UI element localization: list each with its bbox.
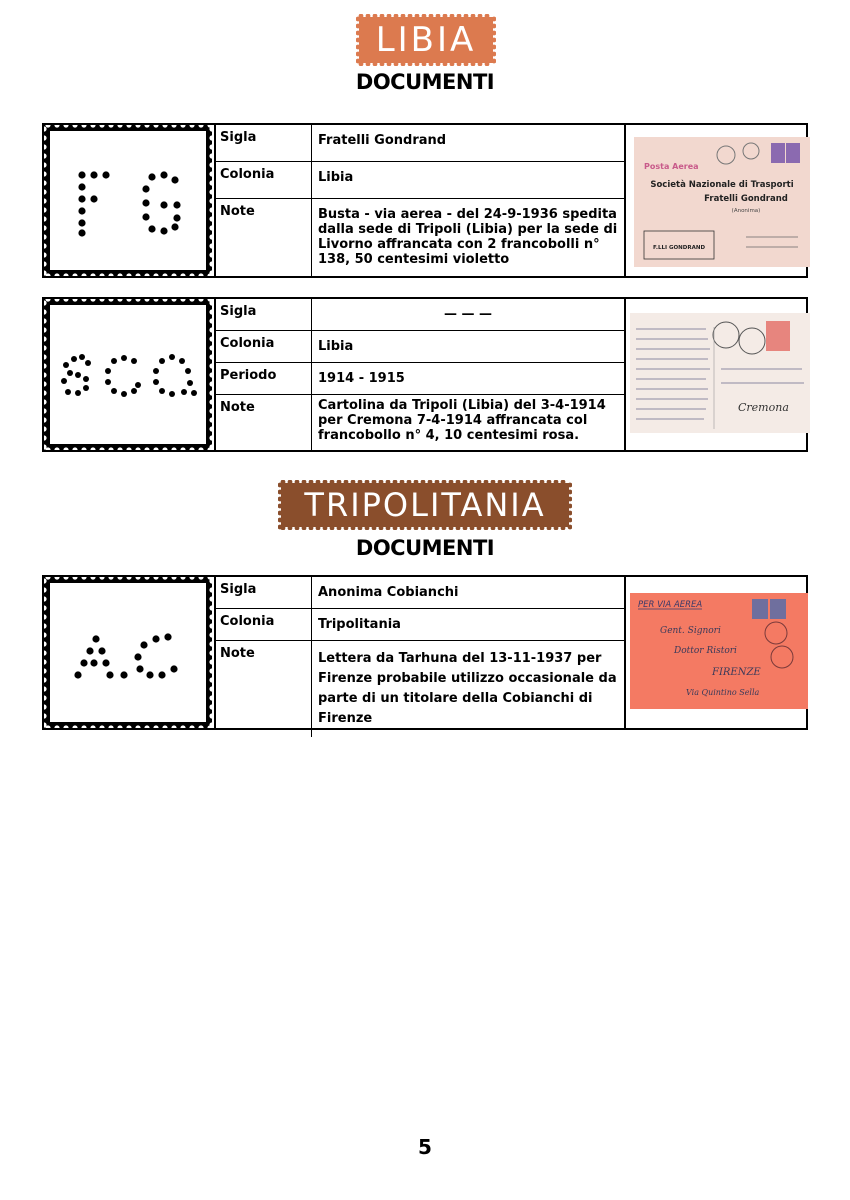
document-card-sco <box>42 297 808 452</box>
postcard-image-cremona <box>626 299 810 450</box>
row-colonia <box>216 162 624 199</box>
label-sigla: Sigla <box>216 299 312 330</box>
value-note: Lettera da Tarhuna del 13-11-1937 per Firenze probabile utilizzo occasionale da parte di un titolare della Cobianchi di Firenze <box>318 651 617 726</box>
tripolitania-title: TRIPOLITANIA <box>304 486 546 524</box>
envelope-company-line2: Fratelli Gondrand <box>704 194 788 204</box>
row-note <box>216 395 624 451</box>
row-note <box>216 199 624 276</box>
row-sigla <box>216 125 624 162</box>
tripolitania-title-banner <box>278 480 572 530</box>
value-periodo: 1914 - 1915 <box>318 371 405 386</box>
envelope-company-line3: (Anonima) <box>731 208 761 214</box>
label-note: Note <box>216 199 312 276</box>
label-colonia: Colonia <box>216 331 312 362</box>
page-number: 5 <box>418 1135 432 1159</box>
tripolitania-subtitle: DOCUMENTI <box>355 536 495 560</box>
envelope-addressee-line1: Gent. Signori <box>660 626 721 636</box>
perfin-sco-image <box>44 299 212 450</box>
envelope-city: FIRENZE <box>712 667 761 678</box>
perfin-stamp <box>44 299 216 450</box>
row-periodo <box>216 363 624 395</box>
label-periodo: Periodo <box>216 363 312 394</box>
libia-title-banner <box>356 14 496 66</box>
label-sigla: Sigla <box>216 125 312 161</box>
value-colonia: Libia <box>318 170 354 185</box>
envelope-company-line1: Società Nazionale di Trasporti <box>650 180 794 190</box>
document-photo <box>626 577 810 728</box>
envelope-street: Via Quintino Sella <box>686 688 760 697</box>
value-note: Busta - via aerea - del 24-9-1936 spedita dalla sede di Tripoli (Libia) per la sede di Livorno affrancata con 2 francobolli n° 138, 50 centesimi violetto <box>318 207 618 267</box>
document-card-ac <box>42 575 808 730</box>
label-colonia: Colonia <box>216 162 312 198</box>
libia-subtitle: DOCUMENTI <box>355 70 495 94</box>
perfin-ac-image <box>44 577 212 728</box>
envelope-image-gondrand <box>626 125 810 276</box>
value-note: Cartolina da Tripoli (Libia) del 3-4-1914 per Cremona 7-4-1914 affrancata col francobollo n° 4, 10 centesimi rosa. <box>318 398 606 443</box>
value-colonia: Libia <box>318 339 354 354</box>
label-colonia: Colonia <box>216 609 312 640</box>
row-sigla <box>216 299 624 331</box>
value-sigla: Fratelli Gondrand <box>318 133 447 148</box>
value-sigla: — — — <box>443 307 493 322</box>
postcard-destination: Cremona <box>738 401 789 414</box>
document-photo <box>626 299 810 450</box>
envelope-airmail-text: Posta Aerea <box>644 162 699 171</box>
document-card-fg <box>42 123 808 278</box>
envelope-image-firenze <box>626 577 810 728</box>
libia-title: LIBIA <box>375 20 477 60</box>
perfin-stamp <box>44 577 216 728</box>
label-note: Note <box>216 641 312 737</box>
envelope-airmail-label: PER VIA AEREA <box>638 600 703 610</box>
row-colonia <box>216 609 624 641</box>
value-colonia: Tripolitania <box>318 617 401 632</box>
envelope-addressee-line2: Dottor Ristori <box>674 646 737 656</box>
label-sigla: Sigla <box>216 577 312 608</box>
document-photo <box>626 125 810 276</box>
envelope-sender-box: F.LLI GONDRAND <box>652 245 706 251</box>
label-note: Note <box>216 395 312 451</box>
value-sigla: Anonima Cobianchi <box>318 585 459 600</box>
info-table <box>216 577 626 728</box>
perfin-stamp <box>44 125 216 276</box>
row-note <box>216 641 624 737</box>
info-table <box>216 125 626 276</box>
row-colonia <box>216 331 624 363</box>
info-table <box>216 299 626 450</box>
row-sigla <box>216 577 624 609</box>
perfin-fg-image <box>44 125 212 276</box>
